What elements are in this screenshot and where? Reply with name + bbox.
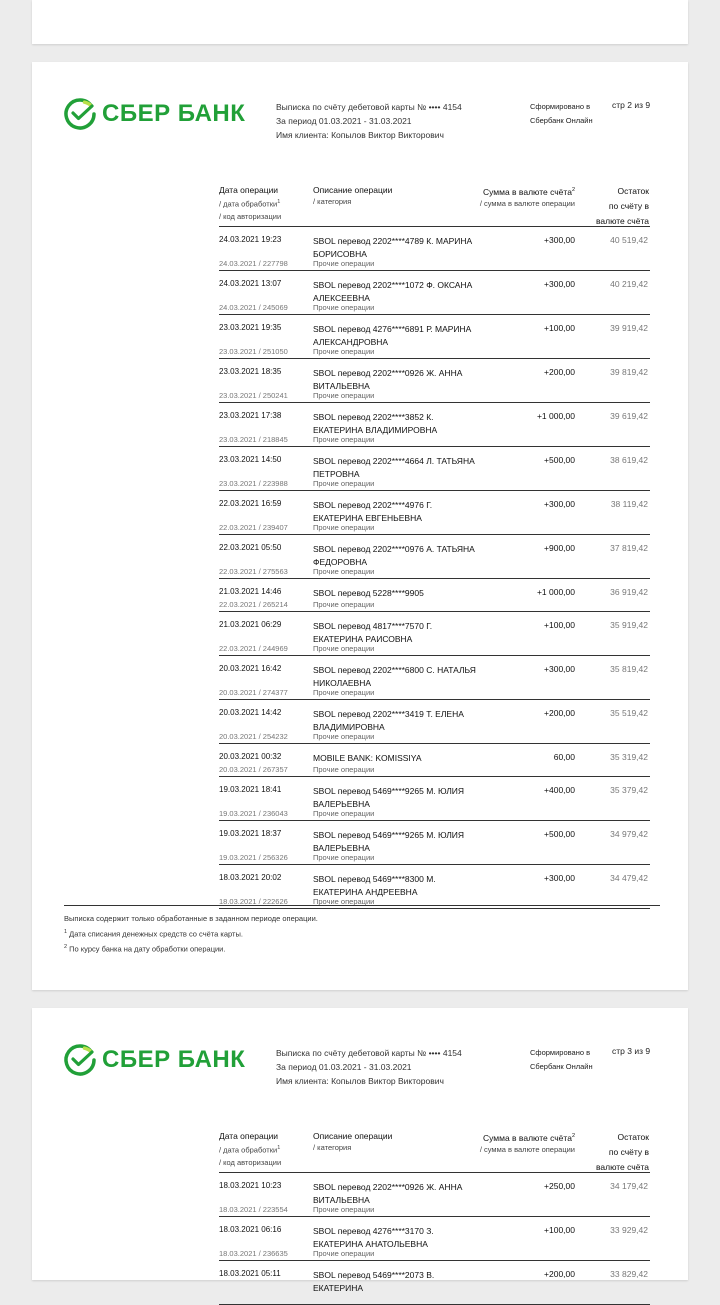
- row-description: SBOL перевод 5469****9265 М. ЮЛИЯ ВАЛЕРЬЕВНА: [313, 786, 465, 809]
- col-desc-label: Описание операции: [313, 185, 393, 195]
- row-date: 21.03.2021 14:46: [219, 587, 282, 596]
- row-balance: 39 919,42: [610, 323, 648, 333]
- row-balance: 35 919,42: [610, 620, 648, 630]
- row-processing-date-code: 20.03.2021 / 267357: [219, 765, 288, 774]
- row-date: 19.03.2021 18:37: [219, 829, 282, 838]
- row-amount: +500,00: [544, 455, 575, 465]
- row-amount: +300,00: [544, 664, 575, 674]
- row-description: SBOL перевод 2202****4664 Л. ТАТЬЯНА ПЕТРОВНА: [313, 456, 475, 479]
- table-row: [219, 1173, 650, 1217]
- footnote-1-mark: 1: [64, 928, 68, 935]
- row-date: 18.03.2021 06:16: [219, 1225, 282, 1234]
- col-date-sub2: / код авторизации: [219, 1157, 282, 1167]
- row-description: SBOL перевод 5469****8300 М. ЕКАТЕРИНА АНДРЕЕВНА: [313, 874, 436, 897]
- row-balance: 38 619,42: [610, 455, 648, 465]
- table-row: [219, 579, 650, 612]
- row-category: Прочие операции: [313, 347, 375, 356]
- footnote-2: По курсу банка на дату обработки операции.: [67, 944, 226, 953]
- table-row: [219, 403, 650, 447]
- row-processing-date-code: 22.03.2021 / 265214: [219, 600, 288, 609]
- statement-title: Выписка по счёту дебетовой карты № •••• 4154: [276, 1048, 462, 1058]
- generated-by: [530, 100, 593, 128]
- transactions-table: [219, 1172, 650, 1305]
- row-processing-date-code: 23.03.2021 / 251050: [219, 347, 288, 356]
- row-description: SBOL перевод 5469****2073 В. ЕКАТЕРИНА: [313, 1270, 435, 1293]
- row-category: Прочие операции: [313, 1249, 375, 1258]
- row-amount: +300,00: [544, 279, 575, 289]
- table-row: [219, 656, 650, 700]
- row-date: 20.03.2021 00:32: [219, 752, 282, 761]
- generated-line-2: Сбербанк Онлайн: [530, 1062, 593, 1071]
- row-description: SBOL перевод 5228****9905: [313, 588, 424, 598]
- col-amount-sub: / сумма в валюте операции: [479, 1144, 575, 1154]
- row-balance: 33 929,42: [610, 1225, 648, 1235]
- row-amount: +200,00: [544, 367, 575, 377]
- col-amount: [480, 1130, 575, 1156]
- col-amount-label: Сумма в валюте счёта: [482, 1132, 572, 1143]
- col-date: [219, 184, 281, 223]
- row-description: SBOL перевод 4817****7570 Г. ЕКАТЕРИНА РАИСОВНА: [313, 621, 433, 644]
- row-balance: 35 819,42: [610, 664, 648, 674]
- col-desc: [313, 1130, 392, 1154]
- footnote-mark-1: 1: [277, 199, 281, 205]
- row-description: SBOL перевод 2202****6800 С. НАТАЛЬЯ НИКОЛАЕВНА: [313, 665, 476, 688]
- col-date-label: Дата операции: [219, 185, 279, 195]
- row-description: SBOL перевод 2202****0976 А. ТАТЬЯНА ФЕДОРОВНА: [313, 544, 475, 567]
- col-amount: [480, 184, 575, 210]
- row-date: 22.03.2021 16:59: [219, 499, 282, 508]
- table-row: [219, 777, 650, 821]
- table-row: [219, 700, 650, 744]
- row-amount: +1 000,00: [536, 411, 575, 421]
- row-category: Прочие операции: [313, 853, 375, 862]
- row-description: SBOL перевод 2202****0926 Ж. АННА ВИТАЛЬЕВНА: [313, 1182, 463, 1205]
- row-category: Прочие операции: [313, 600, 375, 609]
- row-amount: +300,00: [544, 235, 575, 245]
- statement-page-3: [32, 1008, 688, 1293]
- row-balance: 38 119,42: [610, 499, 648, 509]
- row-date: 24.03.2021 19:23: [219, 235, 282, 244]
- row-amount: +1 000,00: [536, 587, 575, 597]
- col-balance-l2: по счёту в: [608, 201, 649, 211]
- footer-divider: [64, 905, 660, 906]
- col-balance: [596, 1130, 649, 1175]
- footnote-mark-1: 1: [277, 1145, 281, 1151]
- row-description: SBOL перевод 2202****1072 Ф. ОКСАНА АЛЕКСЕЕВНА: [313, 280, 473, 303]
- row-balance: 36 919,42: [610, 587, 648, 597]
- row-amount: +200,00: [544, 708, 575, 718]
- row-date: 23.03.2021 18:35: [219, 367, 282, 376]
- client-name: Имя клиента: Копылов Виктор Викторович: [276, 1076, 444, 1086]
- transactions-table: [219, 226, 650, 909]
- col-date-label: Дата операции: [219, 1131, 279, 1141]
- row-category: Прочие операции: [313, 1205, 375, 1214]
- row-date: 20.03.2021 14:42: [219, 708, 282, 717]
- row-processing-date-code: 23.03.2021 / 223988: [219, 479, 288, 488]
- row-balance: 34 479,42: [610, 873, 648, 883]
- page-header: [32, 62, 688, 140]
- col-balance-l1: Остаток: [617, 1132, 649, 1142]
- page-header: [32, 1008, 688, 1086]
- col-desc-sub: / категория: [313, 197, 352, 206]
- row-description: SBOL перевод 2202****4976 Г. ЕКАТЕРИНА ЕВГЕНЬЕВНА: [313, 500, 433, 523]
- row-category: Прочие операции: [313, 523, 375, 532]
- footnotes: [64, 913, 318, 956]
- row-balance: 40 219,42: [610, 279, 648, 289]
- footnote-main: Выписка содержит только обработанные в заданном периоде операции.: [64, 914, 318, 923]
- col-balance-l2: по счёту в: [608, 1147, 649, 1157]
- generated-by: [530, 1046, 593, 1074]
- row-amount: +100,00: [544, 620, 575, 630]
- row-amount: +300,00: [544, 873, 575, 883]
- row-date: 18.03.2021 10:23: [219, 1181, 282, 1190]
- col-date: [219, 1130, 281, 1169]
- table-row: [219, 359, 650, 403]
- table-row: [219, 865, 650, 909]
- table-row: [219, 315, 650, 359]
- row-amount: +300,00: [544, 499, 575, 509]
- row-amount: +900,00: [544, 543, 575, 553]
- footnote-1: Дата списания денежных средств со счёта карты.: [67, 929, 243, 938]
- row-description: SBOL перевод 2202****4789 К. МАРИНА БОРИСОВНА: [313, 236, 473, 259]
- row-processing-date-code: 23.03.2021 / 218845: [219, 435, 288, 444]
- row-processing-date-code: 18.03.2021 / 222626: [219, 897, 288, 906]
- row-date: 21.03.2021 06:29: [219, 620, 282, 629]
- row-category: Прочие операции: [313, 688, 375, 697]
- col-balance: [596, 184, 649, 229]
- row-category: Прочие операции: [313, 809, 375, 818]
- row-processing-date-code: 20.03.2021 / 274377: [219, 688, 288, 697]
- footnote-mark-2: 2: [571, 187, 575, 193]
- statement-page-1: [32, 0, 688, 44]
- row-balance: 33 829,42: [610, 1269, 648, 1279]
- row-balance: 35 319,42: [610, 752, 648, 762]
- row-date: 23.03.2021 17:38: [219, 411, 282, 420]
- statement-page-2: [32, 62, 688, 990]
- table-row: [219, 821, 650, 865]
- col-date-sub1: / дата обработки: [219, 199, 278, 209]
- row-balance: 40 519,42: [610, 235, 648, 245]
- page-number: стр 3 из 9: [612, 1046, 651, 1056]
- row-description: SBOL перевод 2202****3419 Т. ЕЛЕНА ВЛАДИМИРОВНА: [313, 709, 464, 732]
- generated-line-1: Сформировано в: [530, 1048, 591, 1057]
- generated-line-1: Сформировано в: [530, 102, 591, 111]
- col-balance-l3: валюте счёта: [595, 216, 649, 226]
- col-date-sub2: / код авторизации: [219, 211, 282, 221]
- row-date: 22.03.2021 05:50: [219, 543, 282, 552]
- col-balance-l1: Остаток: [617, 186, 649, 196]
- row-amount: +500,00: [544, 829, 575, 839]
- row-description: SBOL перевод 4276****6891 Р. МАРИНА АЛЕКСАНДРОВНА: [313, 324, 472, 347]
- col-desc-label: Описание операции: [313, 1131, 393, 1141]
- footnote-2-mark: 2: [64, 943, 68, 950]
- generated-line-2: Сбербанк Онлайн: [530, 116, 593, 125]
- row-balance: 34 179,42: [610, 1181, 648, 1191]
- row-category: Прочие операции: [313, 567, 375, 576]
- page-number: стр 2 из 9: [612, 100, 651, 110]
- row-processing-date-code: 20.03.2021 / 254232: [219, 732, 288, 741]
- row-balance: 35 519,42: [610, 708, 648, 718]
- row-processing-date-code: 18.03.2021 / 236635: [219, 1249, 288, 1258]
- row-amount: +200,00: [544, 1269, 575, 1279]
- row-amount: 60,00: [553, 752, 575, 762]
- sber-logo-icon: [64, 98, 96, 130]
- row-amount: +100,00: [544, 323, 575, 333]
- row-description: SBOL перевод 2202****0926 Ж. АННА ВИТАЛЬЕВНА: [313, 368, 463, 391]
- row-category: Прочие операции: [313, 259, 375, 268]
- bank-name: СБЕР БАНК: [102, 1046, 246, 1073]
- row-balance: 39 619,42: [610, 411, 648, 421]
- row-description: SBOL перевод 5469****9265 М. ЮЛИЯ ВАЛЕРЬЕВНА: [313, 830, 465, 853]
- row-processing-date-code: 24.03.2021 / 245069: [219, 303, 288, 312]
- statement-info: [276, 100, 462, 142]
- row-amount: +100,00: [544, 1225, 575, 1235]
- bank-name: СБЕР БАНК: [102, 100, 246, 127]
- col-date-sub1: / дата обработки: [219, 1145, 278, 1155]
- row-balance: 37 819,42: [610, 543, 648, 553]
- row-description: MOBILE BANK: KOMISSIYA: [313, 753, 422, 763]
- row-description: SBOL перевод 4276****3170 З. ЕКАТЕРИНА АНАТОЛЬЕВНА: [313, 1226, 434, 1249]
- col-amount-sub: / сумма в валюте операции: [479, 198, 575, 208]
- row-category: Прочие операции: [313, 897, 375, 906]
- row-processing-date-code: 18.03.2021 / 223554: [219, 1205, 288, 1214]
- table-row: [219, 1261, 650, 1305]
- statement-info: [276, 1046, 462, 1088]
- row-date: 24.03.2021 13:07: [219, 279, 282, 288]
- row-date: 18.03.2021 05:11: [219, 1269, 281, 1278]
- row-category: Прочие операции: [313, 732, 375, 741]
- row-category: Прочие операции: [313, 644, 375, 653]
- row-processing-date-code: 23.03.2021 / 250241: [219, 391, 288, 400]
- row-processing-date-code: 19.03.2021 / 256326: [219, 853, 288, 862]
- row-processing-date-code: 19.03.2021 / 236043: [219, 809, 288, 818]
- table-row: [219, 447, 650, 491]
- table-row: [219, 1217, 650, 1261]
- table-row: [219, 227, 650, 271]
- table-row: [219, 271, 650, 315]
- footnote-mark-2: 2: [571, 1133, 575, 1139]
- row-balance: 39 819,42: [610, 367, 648, 377]
- row-description: SBOL перевод 2202****3852 К. ЕКАТЕРИНА ВЛАДИМИРОВНА: [313, 412, 438, 435]
- row-category: Прочие операции: [313, 765, 375, 774]
- row-date: 20.03.2021 16:42: [219, 664, 282, 673]
- row-processing-date-code: 24.03.2021 / 227798: [219, 259, 288, 268]
- client-name: Имя клиента: Копылов Виктор Викторович: [276, 130, 444, 140]
- statement-title: Выписка по счёту дебетовой карты № •••• 4154: [276, 102, 462, 112]
- row-category: Прочие операции: [313, 479, 375, 488]
- table-row: [219, 491, 650, 535]
- row-date: 19.03.2021 18:41: [219, 785, 282, 794]
- row-date: 18.03.2021 20:02: [219, 873, 282, 882]
- row-balance: 35 379,42: [610, 785, 648, 795]
- table-row: [219, 612, 650, 656]
- row-category: Прочие операции: [313, 391, 375, 400]
- row-date: 23.03.2021 14:50: [219, 455, 282, 464]
- statement-period: За период 01.03.2021 - 31.03.2021: [276, 116, 412, 126]
- col-desc-sub: / категория: [313, 1143, 352, 1152]
- row-category: Прочие операции: [313, 303, 375, 312]
- row-amount: +250,00: [544, 1181, 575, 1191]
- row-processing-date-code: 22.03.2021 / 275563: [219, 567, 288, 576]
- row-processing-date-code: 22.03.2021 / 244969: [219, 644, 288, 653]
- table-row: [219, 744, 650, 777]
- row-category: Прочие операции: [313, 435, 375, 444]
- col-balance-l3: валюте счёта: [595, 1162, 649, 1172]
- table-row: [219, 535, 650, 579]
- col-amount-label: Сумма в валюте счёта: [482, 186, 572, 197]
- col-desc: [313, 184, 392, 208]
- row-processing-date-code: 22.03.2021 / 239407: [219, 523, 288, 532]
- row-amount: +400,00: [544, 785, 575, 795]
- statement-period: За период 01.03.2021 - 31.03.2021: [276, 1062, 412, 1072]
- row-date: 23.03.2021 19:35: [219, 323, 282, 332]
- row-balance: 34 979,42: [610, 829, 648, 839]
- sber-logo-icon: [64, 1044, 96, 1076]
